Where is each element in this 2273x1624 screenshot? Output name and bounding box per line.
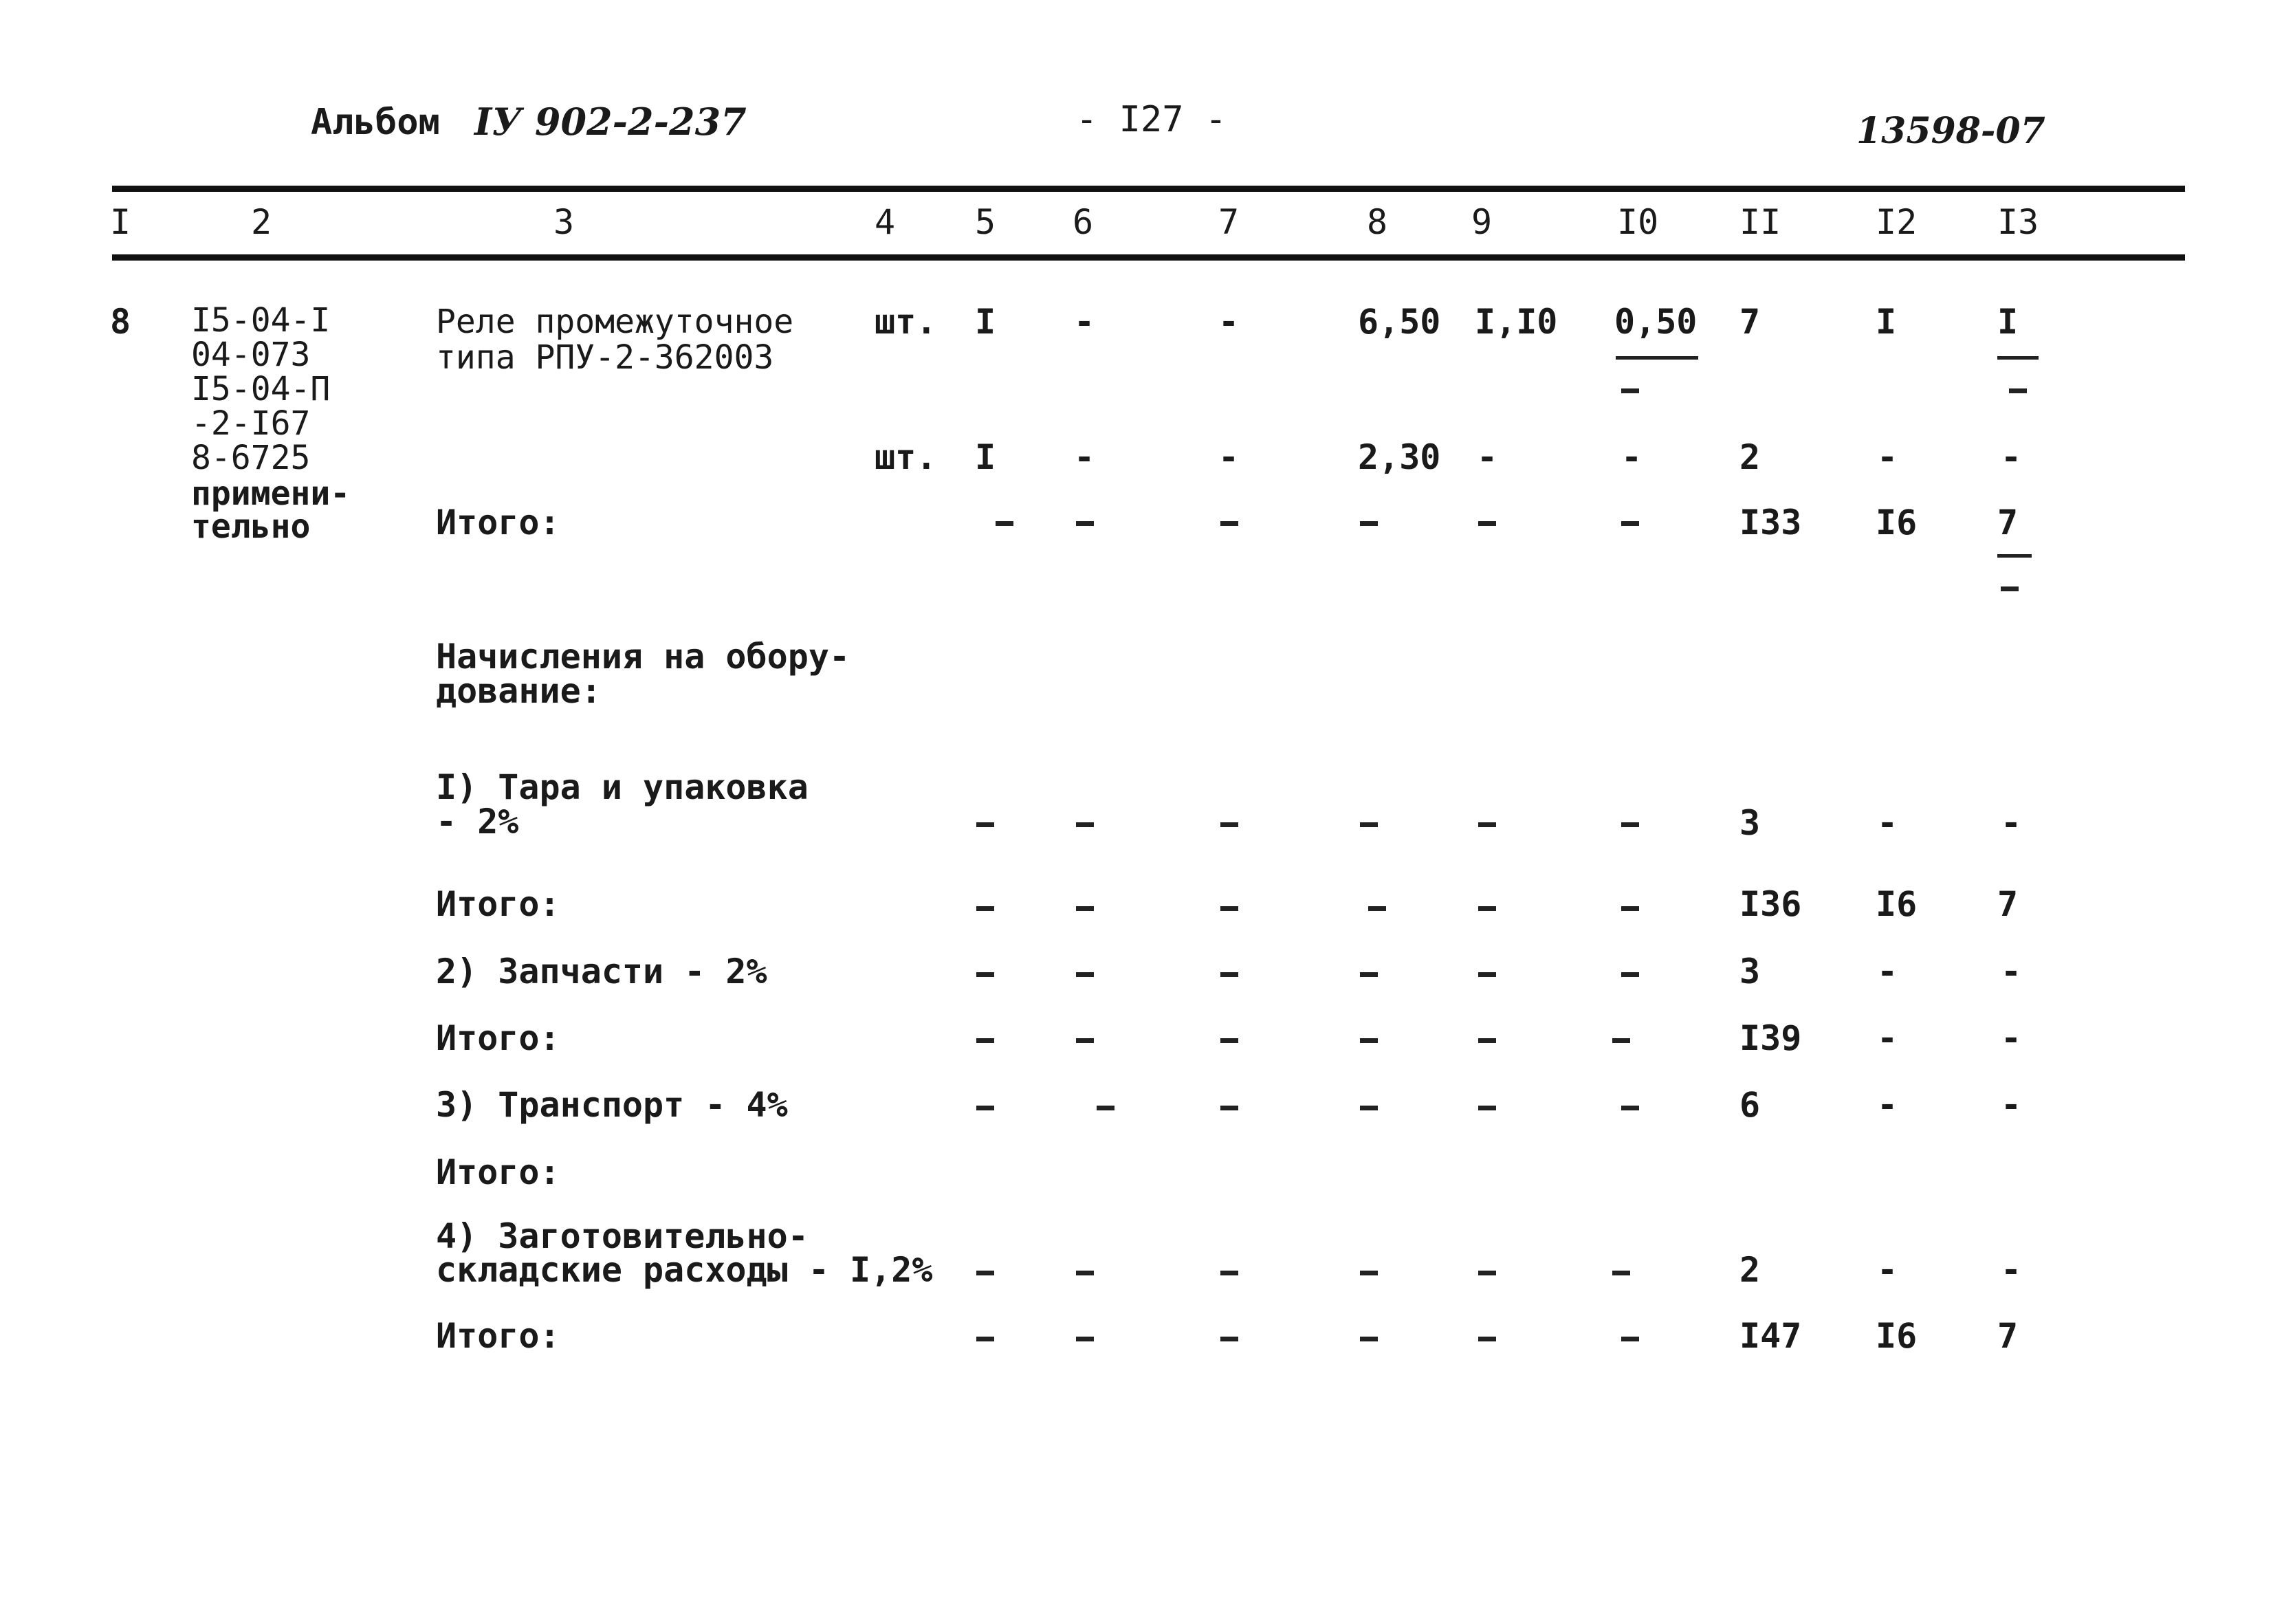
charge-total-dash: [1612, 1038, 1630, 1043]
row2-qty: I: [975, 437, 996, 477]
album-code: IУ 902-2-237: [474, 100, 747, 144]
charge-dash: [1612, 1271, 1630, 1275]
charge-total-dash: [1621, 906, 1639, 911]
row2-col11: 2: [1739, 437, 1761, 477]
charge-label: 2) Запчасти - 2%: [436, 952, 767, 991]
item-code-line: примени-: [191, 474, 351, 513]
item-name-line: Реле промежуточное: [436, 303, 794, 341]
col13-underline: [1997, 356, 2039, 360]
page-number: - I27 -: [1076, 99, 1227, 140]
charge-col11: 2: [1739, 1250, 1761, 1290]
charge-total-dash: [1076, 1337, 1094, 1341]
charge-dash: [1360, 822, 1378, 827]
col-num-6: 6: [1073, 202, 1094, 242]
charge-total-col12: -: [1877, 1018, 1898, 1058]
charge-dash: [1478, 1106, 1496, 1110]
charge-col11: 6: [1739, 1085, 1761, 1125]
charge-total-dash: [1076, 1038, 1094, 1043]
table-header-bottom-rule: [112, 254, 2185, 261]
total-dash: [1360, 521, 1378, 526]
charge-total-label: Итого:: [436, 1018, 560, 1058]
charge-total-dash: [1478, 1038, 1496, 1043]
charge-dash: [1478, 822, 1496, 827]
charge-dash: [1621, 972, 1639, 977]
row1-price: 6,50: [1358, 302, 1441, 342]
charge-dash: [1220, 972, 1238, 977]
row2-col12: -: [1877, 437, 1898, 477]
charge-label: складские расходы - I,2%: [436, 1250, 933, 1290]
col-num-12: I2: [1876, 202, 1918, 242]
row2-price: 2,30: [1358, 437, 1441, 477]
charge-dash: [1097, 1106, 1114, 1110]
charges-title: Начисления на обору-: [436, 637, 850, 677]
charge-total-dash: [1220, 906, 1238, 911]
charge-label: - 2%: [436, 802, 519, 842]
charge-col12: -: [1877, 952, 1898, 991]
charge-total-dash: [1368, 906, 1386, 911]
charge-dash: [1360, 972, 1378, 977]
charge-dash: [1220, 1106, 1238, 1110]
charge-dash: [1478, 972, 1496, 977]
charge-total-col13: -: [2001, 1018, 2022, 1058]
row2-col9: -: [1477, 437, 1498, 477]
charge-total-dash: [1621, 1337, 1639, 1341]
charge-total-dash: [1076, 906, 1094, 911]
row1-col12: I: [1876, 302, 1897, 342]
charge-total-dash: [976, 1337, 994, 1341]
charge-total-dash: [1360, 1337, 1378, 1341]
charge-dash: [1621, 822, 1639, 827]
charges-title: дование:: [436, 671, 602, 711]
col-num-9: 9: [1471, 202, 1493, 242]
charge-total-col12: I6: [1876, 1316, 1918, 1356]
document-number: 13598-07: [1856, 110, 2045, 152]
charge-label: I) Тара и упаковка: [436, 767, 809, 807]
row1-col6: -: [1074, 302, 1095, 342]
table-top-rule: [112, 186, 2185, 192]
total-dash: [1621, 521, 1639, 526]
item-code-line: -2-I67: [191, 404, 311, 443]
col-num-1: I: [110, 202, 131, 242]
col10-dash: [1621, 388, 1639, 393]
total-col13: 7: [1997, 503, 2019, 542]
charge-col13: -: [2001, 1085, 2022, 1125]
charge-total-dash: [976, 906, 994, 911]
col13-dash: [2009, 388, 2027, 393]
row1-qty: I: [975, 302, 996, 342]
row2-unit: шт.: [875, 437, 937, 477]
col-num-2: 2: [251, 202, 272, 242]
charge-dash: [976, 972, 994, 977]
charge-dash: [1076, 822, 1094, 827]
charge-dash: [976, 822, 994, 827]
total-col12: I6: [1876, 503, 1918, 542]
row1-col13: I: [1997, 302, 2019, 342]
charge-total-col11: I36: [1739, 884, 1802, 924]
total-dash: [1076, 521, 1094, 526]
row1-unit: шт.: [875, 302, 937, 342]
total-label: Итого:: [436, 503, 560, 542]
row1-col10: 0,50: [1614, 302, 1698, 342]
charge-dash: [1621, 1106, 1639, 1110]
charge-total-dash: [1478, 906, 1496, 911]
col-num-5: 5: [975, 202, 996, 242]
album-label: Альбом: [311, 102, 440, 143]
charge-dash: [1360, 1271, 1378, 1275]
charge-total-label: Итого:: [436, 884, 560, 924]
item-number: 8: [110, 302, 131, 342]
row2-col7: -: [1218, 437, 1240, 477]
charge-label: 3) Транспорт - 4%: [436, 1085, 788, 1125]
item-code-line: тельно: [191, 507, 311, 546]
charge-total-col11: I47: [1739, 1316, 1802, 1356]
charge-total-col13: 7: [1997, 1316, 2019, 1356]
item-code-line: I5-04-П: [191, 370, 331, 408]
charge-col11: 3: [1739, 952, 1761, 991]
charge-label: 4) Заготовительно-: [436, 1216, 809, 1256]
charge-dash: [976, 1271, 994, 1275]
charge-dash: [1220, 822, 1238, 827]
total-dash: [1478, 521, 1496, 526]
row1-col7: -: [1218, 302, 1240, 342]
row1-col11: 7: [1739, 302, 1761, 342]
col-num-13: I3: [1997, 202, 2039, 242]
charge-total-col11: I39: [1739, 1018, 1802, 1058]
row2-col6: -: [1074, 437, 1095, 477]
charge-total-col12: I6: [1876, 884, 1918, 924]
row2-col13: -: [2001, 437, 2022, 477]
col-num-8: 8: [1367, 202, 1388, 242]
charge-col12: -: [1877, 1250, 1898, 1290]
col-num-10: I0: [1617, 202, 1659, 242]
col10-underline: [1616, 356, 1698, 360]
charge-col11: 3: [1739, 803, 1761, 843]
charge-dash: [1076, 1271, 1094, 1275]
col-num-7: 7: [1218, 202, 1240, 242]
charge-total-label: Итого:: [436, 1316, 560, 1356]
charge-total-dash: [1360, 1038, 1378, 1043]
charge-dash: [1076, 972, 1094, 977]
charge-total-label: Итого:: [436, 1152, 560, 1192]
total-dash: [996, 521, 1013, 526]
charge-dash: [1220, 1271, 1238, 1275]
item-code-line: I5-04-I: [191, 301, 331, 340]
total-dash: [1220, 521, 1238, 526]
total-col13-dash: [2001, 586, 2019, 591]
charge-total-dash: [976, 1038, 994, 1043]
charge-total-dash: [1220, 1038, 1238, 1043]
row2-col10: -: [1621, 437, 1643, 477]
charge-total-dash: [1478, 1337, 1496, 1341]
charge-col13: -: [2001, 803, 2022, 843]
charge-total-col13: 7: [1997, 884, 2019, 924]
item-name-line: типа РПУ-2-362003: [436, 338, 774, 377]
charge-dash: [1360, 1106, 1378, 1110]
item-code-line: 8-6725: [191, 439, 311, 477]
col-num-4: 4: [875, 202, 896, 242]
col-num-3: 3: [553, 202, 575, 242]
charge-total-dash: [1220, 1337, 1238, 1341]
total-col11: I33: [1739, 503, 1802, 542]
charge-dash: [976, 1106, 994, 1110]
row1-col9: I,I0: [1475, 302, 1558, 342]
charge-dash: [1478, 1271, 1496, 1275]
col-num-11: II: [1739, 202, 1781, 242]
charge-col13: -: [2001, 1250, 2022, 1290]
total-col13-underline: [1997, 554, 2032, 558]
charge-col12: -: [1877, 1085, 1898, 1125]
item-code-line: 04-073: [191, 336, 311, 374]
charge-col12: -: [1877, 803, 1898, 843]
charge-col13: -: [2001, 952, 2022, 991]
